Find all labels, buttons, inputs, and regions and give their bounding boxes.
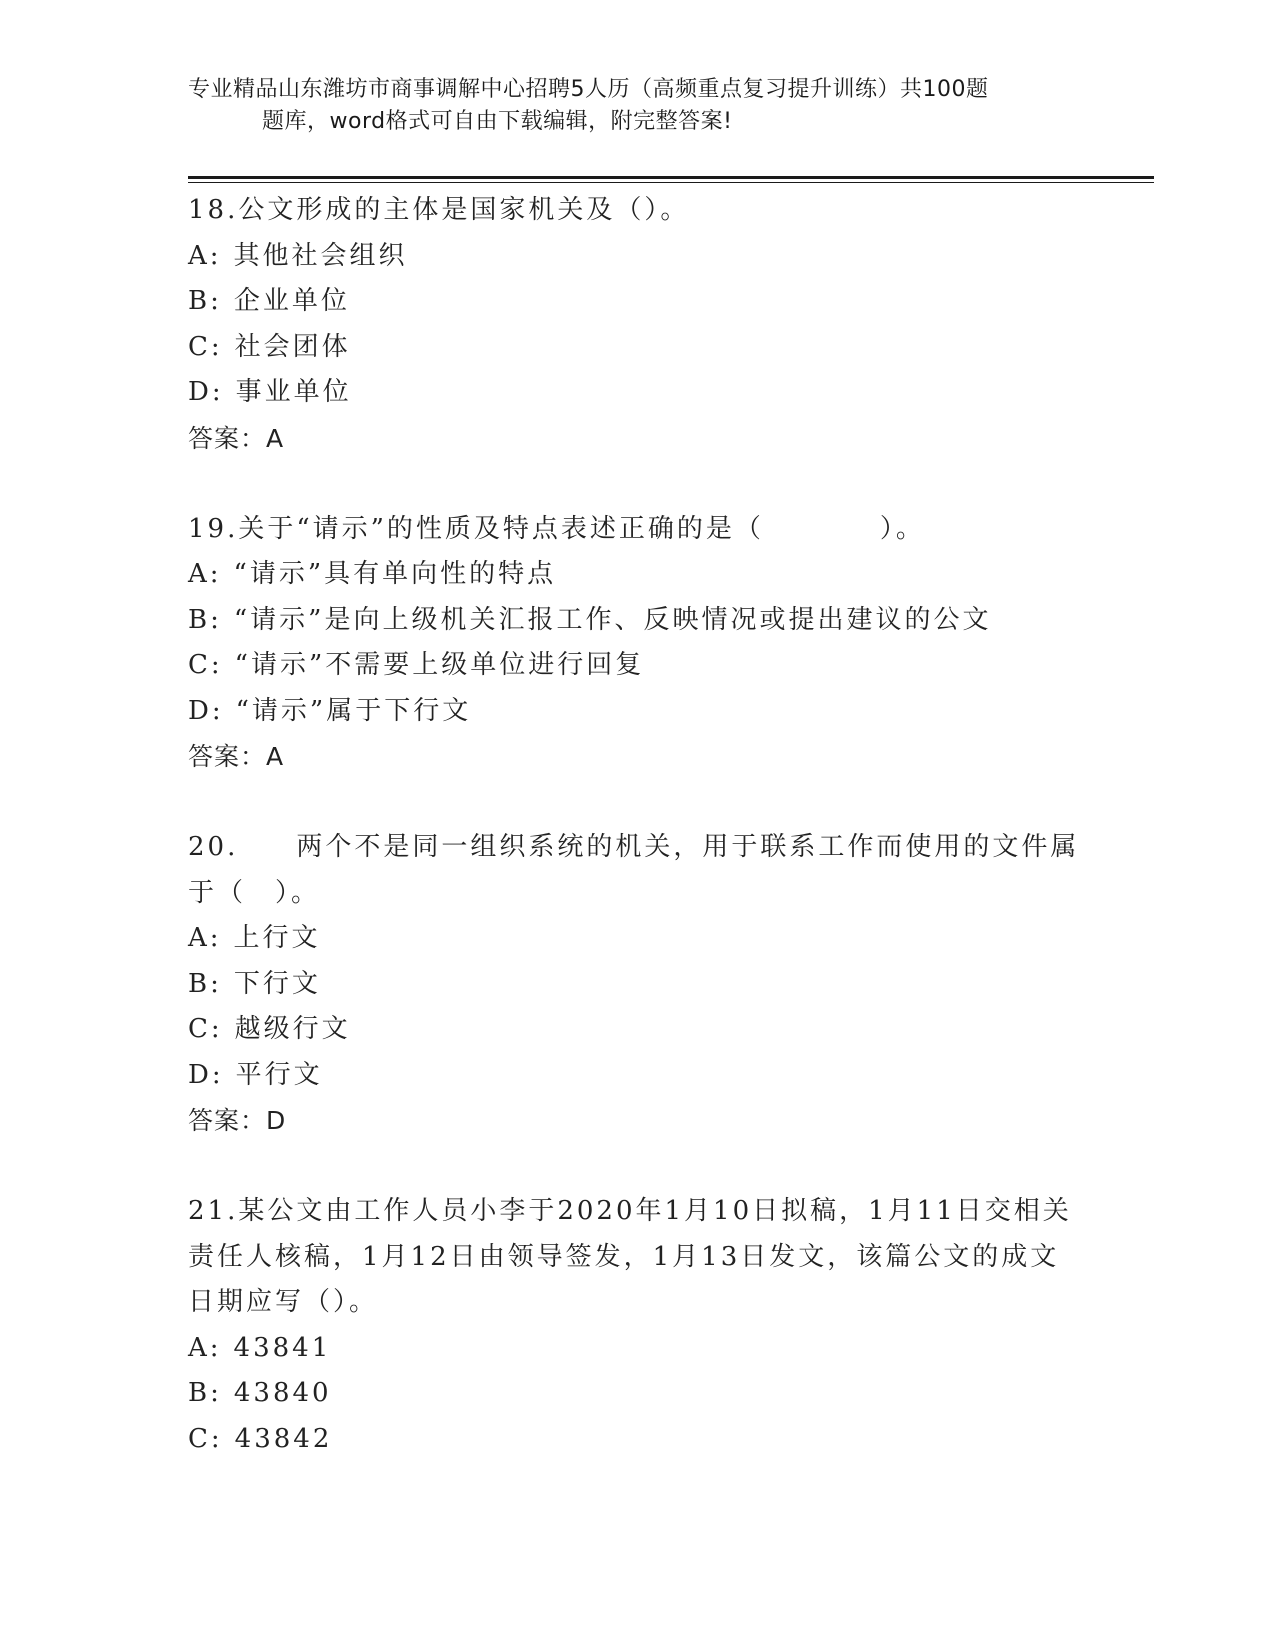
question-stem-continued: 于（ ）。 [188,877,321,908]
question-stem: 19.关于“请示”的性质及特点表述正确的是（ ）。 [188,513,925,544]
option-item [188,370,1088,416]
option-label: C: [188,650,223,680]
option-item [188,1007,1088,1053]
document-header [188,74,1088,138]
question-block [188,825,1088,1144]
question-stem: 18.公文形成的主体是国家机关及（）。 [188,195,690,225]
question-stem: 21.某公文由工作人员小李于2020年1月10日拟稿，1月11日交相关 [188,1196,1072,1226]
option-text: 平行文 [235,1059,323,1090]
option-label: B: [188,968,222,999]
question-stem-continued: 责任人核稿，1月12日由领导签发，1月13日发文，该篇公文的成文 [188,1241,1060,1272]
option-item [188,552,1088,598]
option-item [188,689,1088,735]
option-text: 事业单位 [235,377,352,407]
option-label: C: [188,1014,223,1044]
option-label: A: [188,559,222,589]
option-text: 社会团体 [234,331,351,362]
header-title-line-1: 专业精品山东潍坊市商事调解中心招聘5人历（高频重点复习提升训练）共100题 [188,77,989,102]
question-list [188,188,1088,1462]
option-text: 下行文 [233,968,321,999]
option-label: A: [188,923,222,953]
option-item [188,325,1088,371]
option-label: B: [188,286,222,316]
option-item [188,643,1088,689]
option-label: C: [188,331,223,362]
question-spacer [188,461,1088,507]
option-label: D: [188,377,224,407]
option-label: C: [188,1423,223,1454]
option-text: 43840 [233,1378,332,1408]
answer-line: 答案：A [188,742,285,771]
question-stem: 20. 两个不是同一组织系统的机关，用于联系工作而使用的文件属 [188,832,1080,862]
question-block [188,1189,1088,1462]
option-text: 企业单位 [233,286,350,316]
option-label: A: [188,240,222,271]
header-divider-thick [188,176,1154,179]
option-label: D: [188,1059,224,1090]
option-item [188,916,1088,962]
header-title-line-2: 题库，word格式可自由下载编辑，附完整答案! [262,109,733,134]
option-text: “请示”不需要上级单位进行回复 [234,650,645,680]
option-text: “请示”属于下行文 [235,695,472,726]
option-item [188,234,1088,280]
question-block [188,507,1088,780]
header-divider-thin [188,182,1154,183]
option-label: B: [188,604,222,635]
option-item [188,598,1088,644]
question-spacer [188,780,1088,826]
option-item [188,1053,1088,1099]
option-text: 43842 [234,1423,333,1454]
option-item [188,1417,1088,1463]
option-label: B: [188,1378,222,1408]
question-block [188,188,1088,461]
option-text: “请示”是向上级机关汇报工作、反映情况或提出建议的公文 [233,604,992,635]
option-text: 上行文 [233,923,321,953]
option-label: D: [188,695,224,726]
answer-line: 答案：D [188,1106,287,1135]
question-stem-continued: 日期应写（）。 [188,1287,379,1317]
option-label: A: [188,1332,222,1363]
option-text: 其他社会组织 [233,240,408,271]
option-item [188,279,1088,325]
answer-line: 答案：A [188,423,285,453]
option-text: 越级行文 [234,1014,351,1044]
question-spacer [188,1144,1088,1190]
option-item [188,1326,1088,1372]
option-text: 43841 [233,1332,332,1363]
option-item [188,962,1088,1008]
option-text: “请示”具有单向性的特点 [233,559,557,589]
option-item [188,1371,1088,1417]
